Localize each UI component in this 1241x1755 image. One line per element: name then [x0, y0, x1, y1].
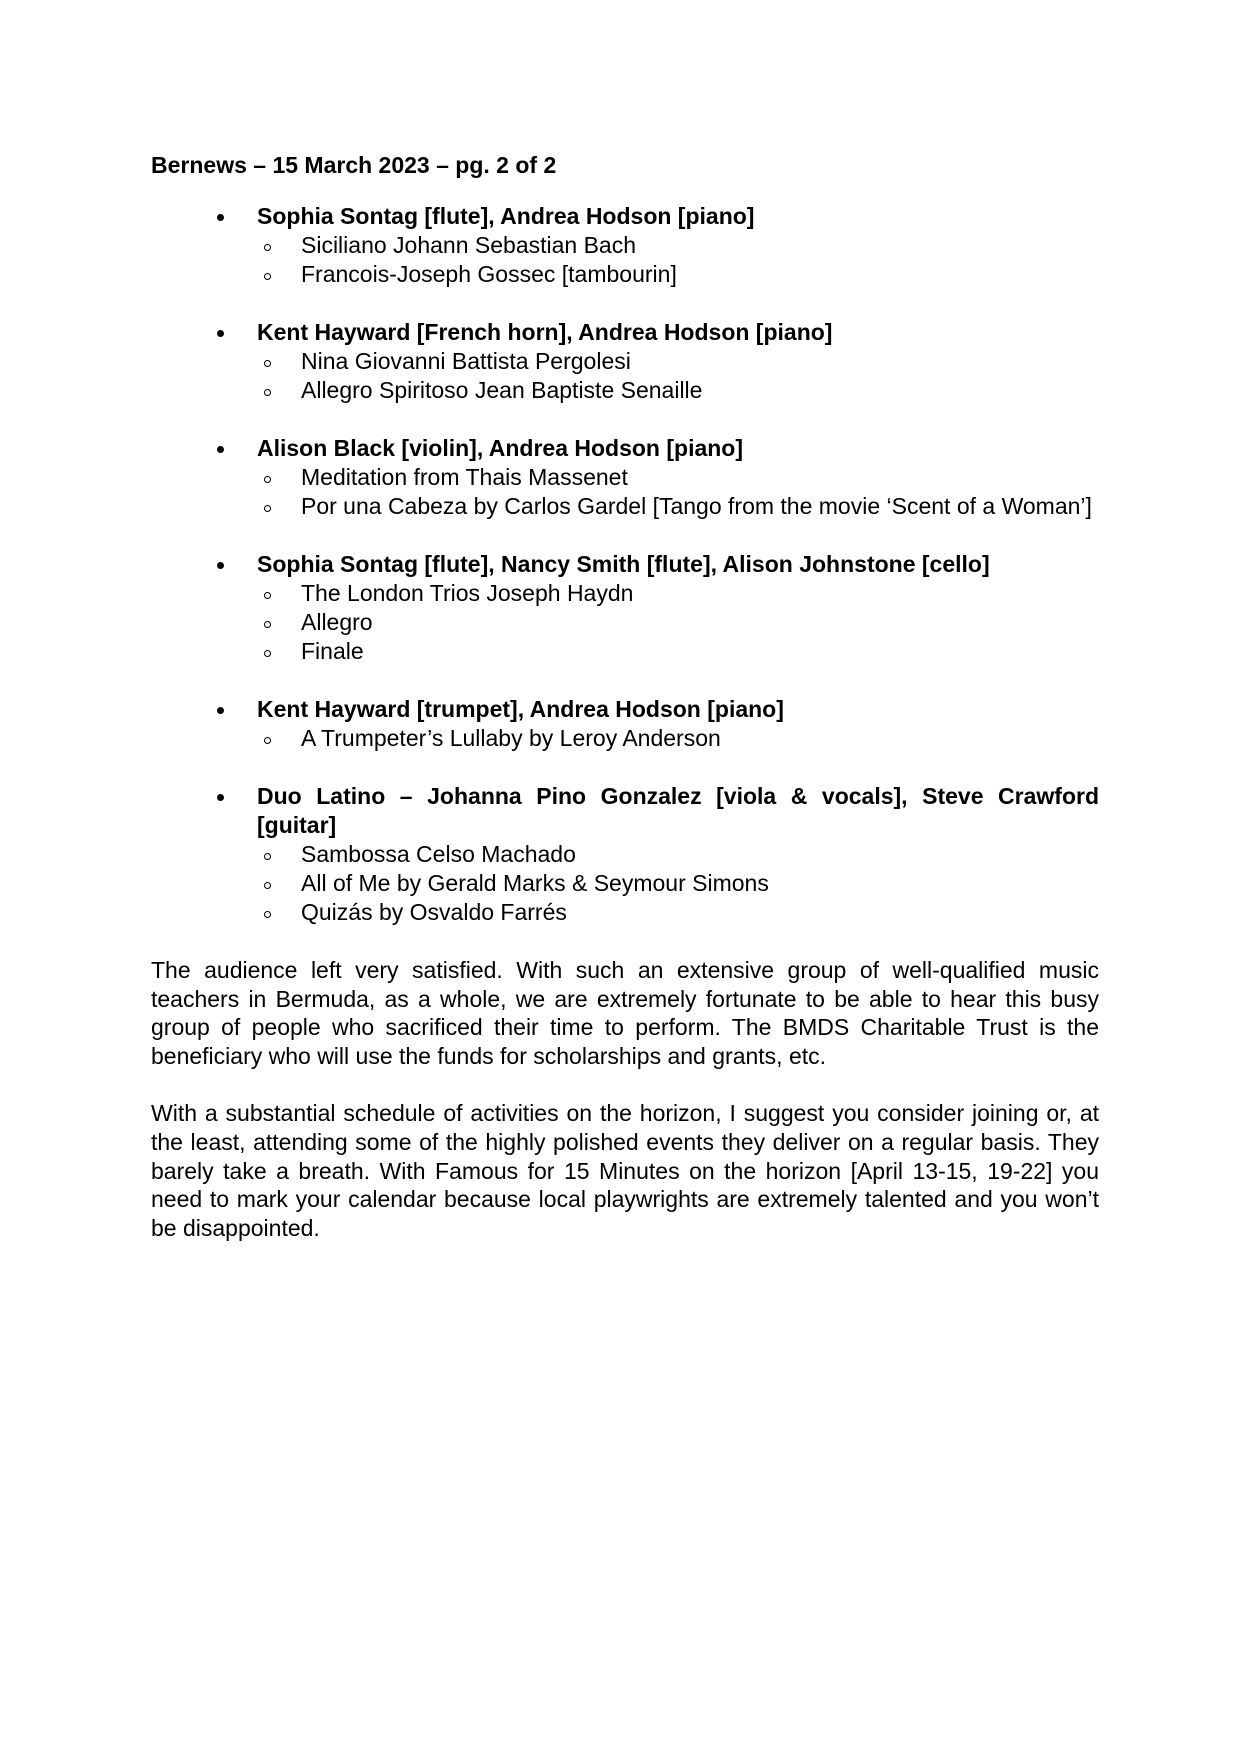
- piece-label: Finale: [301, 638, 364, 664]
- circle-bullet-icon: [264, 273, 271, 280]
- piece-item: [257, 260, 1099, 289]
- piece-label: Nina Giovanni Battista Pergolesi: [301, 348, 631, 374]
- piece-item: [257, 579, 1099, 608]
- piece-list: [257, 231, 1099, 289]
- document-page: [151, 150, 1099, 1271]
- piece-list: [257, 840, 1099, 927]
- circle-bullet-icon: [264, 737, 271, 744]
- circle-bullet-icon: [264, 911, 271, 918]
- piece-item: [257, 492, 1099, 521]
- performer-item: [151, 550, 1099, 666]
- piece-item: [257, 463, 1099, 492]
- piece-label: Allegro Spiritoso Jean Baptiste Senaille: [301, 377, 703, 403]
- performer-title: Alison Black [violin], Andrea Hodson [piano]: [257, 435, 744, 461]
- performer-item: [151, 202, 1099, 289]
- piece-label: Sambossa Celso Machado: [301, 841, 576, 867]
- bullet-icon: [217, 214, 224, 221]
- performer-title: Duo Latino – Johanna Pino Gonzalez [viola & vocals], Steve Crawford [guitar]: [257, 783, 1099, 838]
- piece-item: [257, 840, 1099, 869]
- piece-item: [257, 637, 1099, 666]
- body-text: [151, 956, 1099, 1242]
- piece-label: A Trumpeter’s Lullaby by Leroy Anderson: [301, 725, 721, 751]
- piece-item: [257, 376, 1099, 405]
- piece-item: [257, 347, 1099, 376]
- circle-bullet-icon: [264, 360, 271, 367]
- piece-label: Meditation from Thais Massenet: [301, 464, 628, 490]
- circle-bullet-icon: [264, 244, 271, 251]
- page-header: Bernews – 15 March 2023 – pg. 2 of 2: [151, 152, 557, 178]
- piece-list: [257, 579, 1099, 666]
- performer-title: Sophia Sontag [flute], Nancy Smith [flute], Alison Johnstone [cello]: [257, 551, 990, 577]
- piece-label: Quizás by Osvaldo Farrés: [301, 899, 567, 925]
- circle-bullet-icon: [264, 505, 271, 512]
- circle-bullet-icon: [264, 621, 271, 628]
- piece-item: [257, 724, 1099, 753]
- circle-bullet-icon: [264, 650, 271, 657]
- bullet-icon: [217, 794, 224, 801]
- piece-item: [257, 898, 1099, 927]
- performer-item: [151, 318, 1099, 405]
- piece-label: Francois-Joseph Gossec [tambourin]: [301, 261, 677, 287]
- piece-label: Siciliano Johann Sebastian Bach: [301, 232, 637, 258]
- piece-item: [257, 231, 1099, 260]
- bullet-icon: [217, 562, 224, 569]
- piece-label: All of Me by Gerald Marks & Seymour Simons: [301, 870, 769, 896]
- paragraph-audience: The audience left very satisfied. With such an extensive group of well-qualified music teachers in Bermuda, as a whole, we are extremely fortunate to be able to hear this busy group of people who sacrificed their time to perform. The BMDS Charitable Trust is the beneficiary who will use the funds for scholarships and grants, etc.: [151, 957, 1099, 1069]
- piece-item: [257, 608, 1099, 637]
- piece-list: [257, 724, 1099, 753]
- piece-list: [257, 347, 1099, 405]
- circle-bullet-icon: [264, 882, 271, 889]
- performer-title: Sophia Sontag [flute], Andrea Hodson [piano]: [257, 203, 755, 229]
- performer-item: [151, 782, 1099, 927]
- piece-label: Allegro: [301, 609, 373, 635]
- piece-label: Por una Cabeza by Carlos Gardel [Tango from the movie ‘Scent of a Woman’]: [301, 493, 1092, 519]
- circle-bullet-icon: [264, 592, 271, 599]
- piece-list: [257, 463, 1099, 521]
- performer-item: [151, 434, 1099, 521]
- performer-title: Kent Hayward [trumpet], Andrea Hodson [piano]: [257, 696, 784, 722]
- performer-list: [151, 202, 1099, 927]
- bullet-icon: [217, 707, 224, 714]
- performer-title: Kent Hayward [French horn], Andrea Hodson [piano]: [257, 319, 833, 345]
- circle-bullet-icon: [264, 389, 271, 396]
- bullet-icon: [217, 330, 224, 337]
- piece-label: The London Trios Joseph Haydn: [301, 580, 634, 606]
- performer-item: [151, 695, 1099, 753]
- circle-bullet-icon: [264, 476, 271, 483]
- bullet-icon: [217, 446, 224, 453]
- piece-item: [257, 869, 1099, 898]
- paragraph-schedule: With a substantial schedule of activities on the horizon, I suggest you consider joining or, at the least, attending some of the highly polished events they deliver on a regular basis. They barely take a breath. With Famous for 15 Minutes on the horizon [April 13-15, 19-22] you need to mark your calendar because local playwrights are extremely talented and you won’t be disappointed.: [151, 1100, 1099, 1241]
- circle-bullet-icon: [264, 853, 271, 860]
